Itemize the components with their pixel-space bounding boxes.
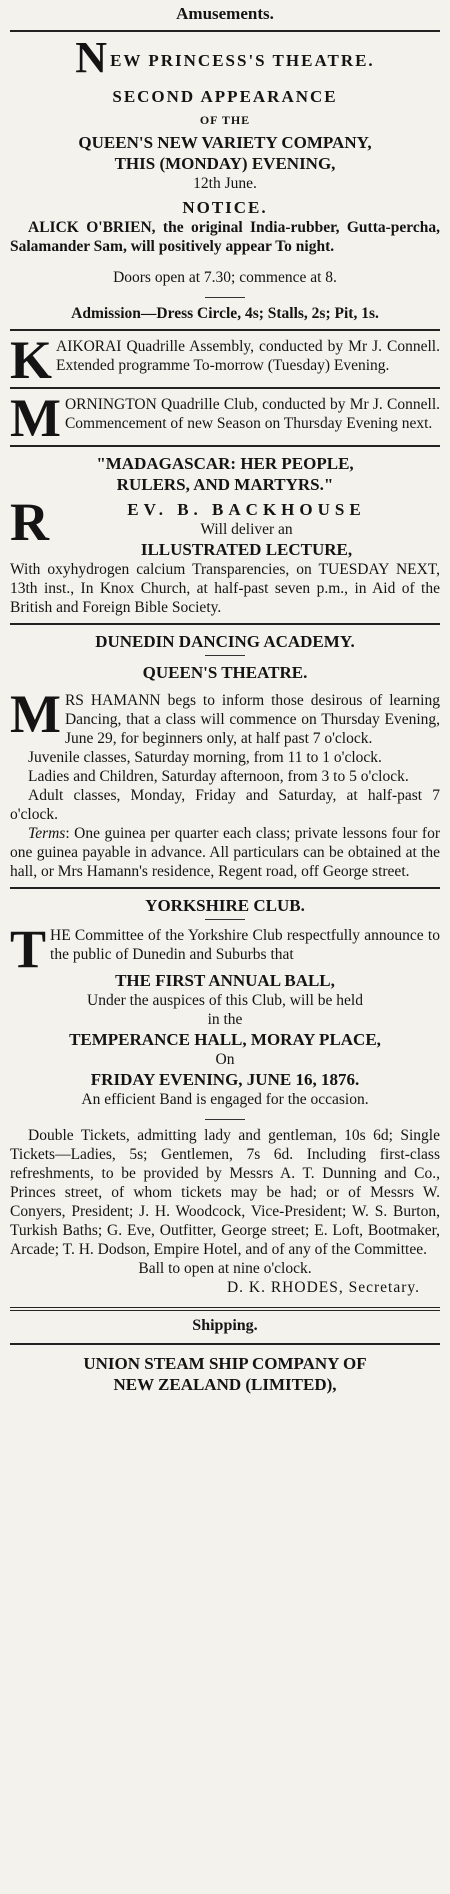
on-label: On xyxy=(215,1051,235,1068)
notice-body: ALICK O'BRIEN, the original India-rubber, Gutta-percha, Salamander Sam, will positively appear To night. xyxy=(10,219,440,255)
club-intro: HE Committee of the Yorkshire Club respectfully announce to the public of Dunedin and Suburbs that xyxy=(50,927,440,963)
band-notice: An efficient Band is engaged for the occasion. xyxy=(81,1091,369,1108)
adult-classes: Adult classes, Monday, Friday and Saturday, at half-past 7 o'clock. xyxy=(10,787,440,823)
ball-date: FRIDAY EVENING, JUNE 16, 1876. xyxy=(90,1070,360,1089)
ball-venue: TEMPERANCE HALL, MORAY PLACE, xyxy=(69,1030,381,1049)
ad-mornington xyxy=(10,388,440,448)
drop-cap: M xyxy=(10,388,61,448)
secretary-signature: D. K. RHODES, Secretary. xyxy=(226,1279,420,1296)
divider xyxy=(10,623,440,625)
notice-heading: NOTICE. xyxy=(182,198,268,217)
performance-date: 12th June. xyxy=(193,175,257,192)
will-deliver: Will deliver an xyxy=(200,521,293,538)
company-line-2: NEW ZEALAND (LIMITED), xyxy=(113,1375,337,1394)
theatre-title: EW PRINCESS'S THEATRE. xyxy=(110,51,375,70)
company-line-1: UNION STEAM SHIP COMPANY OF xyxy=(83,1354,367,1373)
terms-text: : One guinea per quarter each class; private lessons four for one guinea payable in advance. All particulars can be obtained at the hall, or Mrs Hamann's residence, Regent road, off George street. xyxy=(10,825,440,880)
divider xyxy=(10,1307,440,1311)
academy-title: DUNEDIN DANCING ACADEMY. xyxy=(95,632,355,651)
short-rule xyxy=(205,297,245,298)
mornington-text: ORNINGTON Quadrille Club, conducted by Mr J. Connell. Commencement of new Season on Thursday Evening next. xyxy=(64,396,440,432)
annual-ball: THE FIRST ANNUAL BALL, xyxy=(115,971,335,990)
ladies-classes: Ladies and Children, Saturday afternoon, from 3 to 5 o'clock. xyxy=(28,768,409,785)
drop-cap: K xyxy=(10,330,53,390)
lecture-title-1: "MADAGASCAR: HER PEOPLE, xyxy=(96,454,354,473)
divider xyxy=(10,387,440,389)
ticket-details: Double Tickets, admitting lady and gentleman, 10s 6d; Single Tickets—Ladies, 5s; Gentlemen, 7s 6d. Including first-class refreshments, to be provided by Messrs A. T. Dunning and Co., Princes street, of whom tickets may be had; or of Messrs W. Conyers, President; J. H. Woodcock, Vice-President; W. S. Burton, Turkish Baths; G. Eve, Outfitter, George street; E. Loft, Bootmaker, Arcade; T. H. Dodson, Empire Hotel, and of any of the Committee. xyxy=(10,1127,440,1258)
academy-intro: RS HAMANN begs to inform those desirous of learning Dancing, that a class will commence on Thursday Evening, June 29, for beginners only, at half past 7 o'clock. xyxy=(64,692,440,747)
divider xyxy=(10,30,440,32)
juvenile-classes: Juvenile classes, Saturday morning, from 11 to 1 o'clock. xyxy=(28,749,382,766)
auspices: Under the auspices of this Club, will be held xyxy=(87,992,363,1009)
of-the: OF THE xyxy=(199,113,251,127)
ad-princess-theatre xyxy=(10,33,440,323)
academy-terms xyxy=(10,824,440,881)
short-rule xyxy=(205,919,245,920)
divider xyxy=(10,887,440,889)
academy-venue: QUEEN'S THEATRE. xyxy=(142,663,308,682)
doors-open: Doors open at 7.30; commence at 8. xyxy=(113,269,337,286)
divider xyxy=(10,1343,440,1345)
lecture-details: With oxyhydrogen calcium Transparencies, on TUESDAY NEXT, 13th inst., In Knox Church, at half-past seven p.m., in Aid of the British and Foreign Bible Society. xyxy=(10,561,440,616)
second-appearance: SECOND APPEARANCE xyxy=(112,87,338,106)
short-rule xyxy=(205,655,245,656)
drop-cap: T xyxy=(10,919,47,979)
terms-label: Terms xyxy=(28,825,66,842)
divider xyxy=(10,445,440,447)
lecture-title-2: RULERS, AND MARTYRS." xyxy=(116,475,334,494)
drop-cap: M xyxy=(10,684,61,744)
company-name: QUEEN'S NEW VARIETY COMPANY, xyxy=(78,133,372,152)
lecturer-name: EV. B. BACKHOUSE xyxy=(127,500,366,519)
ad-union-steam-ship xyxy=(10,1353,440,1395)
in-the: in the xyxy=(207,1011,243,1028)
ad-dancing-academy xyxy=(10,631,440,881)
ad-madagascar-lecture xyxy=(10,453,440,617)
short-rule xyxy=(205,1119,245,1120)
club-title: YORKSHIRE CLUB. xyxy=(145,896,305,915)
this-evening: THIS (MONDAY) EVENING, xyxy=(114,154,336,173)
ball-opening-time: Ball to open at nine o'clock. xyxy=(138,1260,312,1277)
divider xyxy=(10,329,440,331)
kaikorai-text: AIKORAI Quadrille Assembly, conducted by Mr J. Connell. Extended programme To-morrow (Tuesday) Evening. xyxy=(56,338,440,374)
ad-kaikorai xyxy=(10,330,440,390)
drop-cap: N xyxy=(75,33,108,82)
section-header-amusements: Amusements. xyxy=(176,4,274,23)
admission-prices: Admission—Dress Circle, 4s; Stalls, 2s; Pit, 1s. xyxy=(71,305,379,322)
section-header-shipping: Shipping. xyxy=(192,1317,258,1334)
ad-yorkshire-club xyxy=(10,895,440,1297)
drop-cap: R xyxy=(10,492,49,552)
lecture-label: ILLUSTRATED LECTURE, xyxy=(140,540,353,559)
